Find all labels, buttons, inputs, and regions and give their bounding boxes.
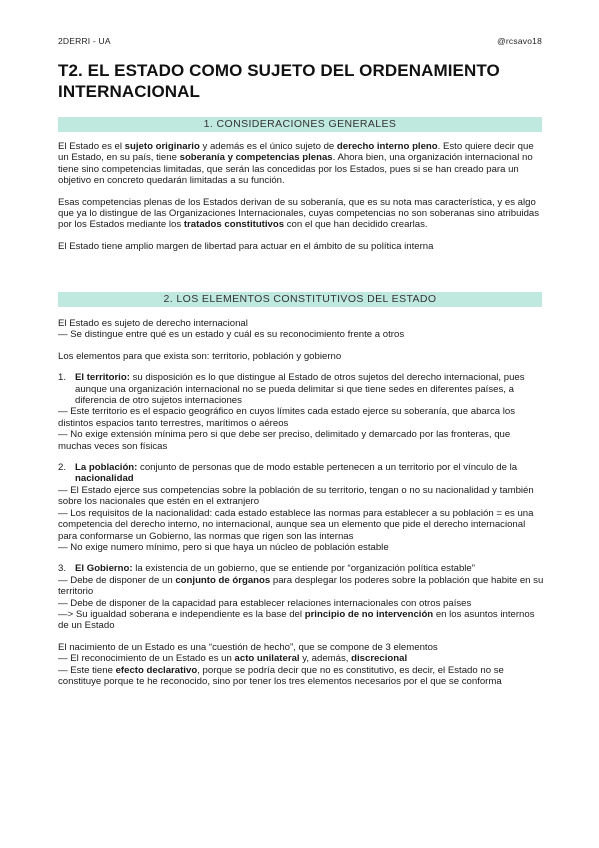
paragraph: El nacimiento de un Estado es una “cuestión de hecho”, que se compone de 3 elementos (58, 641, 438, 653)
list-item: 3. El Gobierno: la existencia de un gobierno, que se entiende por “organización política estable” (58, 563, 475, 575)
paragraph: El Estado tiene amplio margen de libertad para actuar en el ámbito de su política interna (58, 240, 434, 252)
section-2-body (58, 318, 544, 687)
paragraph: Esas competencias plenas de los Estados derivan de su soberanía, que es su nota mas característica, y es algo que ya lo distingue de las Organizaciones Internacionales, cuyas competencias no son soberanas sino atribuidas por los Estados mediante los tratados constitutivos con el que han decidido crearlas. (58, 196, 540, 231)
bullet-line: — El reconocimiento de un Estado es un acto unilateral y, además, discrecional (58, 653, 408, 665)
bullet-line: — Este tiene efecto declarativo, porque se podría decir que no es constitutivo, es decir, el Estado no se constituye porque te he reconocido, sino por tener los tres elementos necesarios por el que se conforma (58, 664, 504, 687)
section-heading-2: 2. LOS ELEMENTOS CONSTITUTIVOS DEL ESTADO (58, 292, 542, 307)
bullet-line: — No exige numero mínimo, pero si que haya un núcleo de población estable (58, 541, 389, 553)
header-author: @rcsavo18 (497, 36, 542, 46)
bullet-line: — No exige extensión mínima pero si que debe ser preciso, delimitado y demarcado por las fronteras, que muchas veces son físicas (58, 429, 511, 452)
bullet-line: — Debe de disponer de un conjunto de órganos para desplegar los poderes sobre la población que habite en su territorio (58, 574, 544, 598)
list-item: 2. La población: conjunto de personas que de modo estable pertenecen a un territorio por el vínculo de la nacionalidad (58, 462, 518, 485)
paragraph: — Se distingue entre qué es un estado y cuál es su reconocimiento frente a otros (58, 329, 405, 341)
bullet-line: — Debe de disponer de la capacidad para establecer relaciones internacionales con otros países (58, 597, 472, 609)
section-heading-1: 1. CONSIDERACIONES GENERALES (58, 117, 542, 132)
list-item: 1. El territorio: su disposición es lo que distingue al Estado de otros sujetos del derecho internacional, pues aunque una organización internacional no se pueda delimitar si que tiene sedes en diferentes países, a diferencia de otro sujetos internaciones (58, 372, 525, 407)
section-1-body (58, 141, 544, 252)
paragraph: El Estado es sujeto de derecho internacional (58, 318, 248, 329)
bullet-line: — El Estado ejerce sus competencias sobre la población de su territorio, tengan o no su nacionalidad y también sobre los nacionales que estén en el extranjero (58, 484, 534, 508)
paragraph: El Estado es el sujeto originario y además es el único sujeto de derecho interno pleno. Esto quiere decir que un Estado, en su país, tiene soberanía y competencias plenas. Ahora bien, una organización internacional no tiene sino competencias limitadas, que serán las concedidas por los Estados, pues si se han creado para un objetivo en concreto quedarán limitadas a su función. (58, 141, 534, 187)
bullet-line: — Este territorio es el espacio geográfico en cuyos límites cada estado ejerce su soberanía, que abarca los distintos espacios tanto terrestres, marítimos o aéreos (58, 406, 516, 429)
page-title: T2. EL ESTADO COMO SUJETO DEL ORDENAMIENTO INTERNACIONAL (58, 61, 500, 101)
paragraph: Los elementos para que exista son: territorio, población y gobierno (58, 350, 342, 362)
bullet-line: —> Su igualdad soberana e independiente es la base del principio de no intervención en los asuntos internos de un Estado (58, 608, 535, 632)
bullet-line: — Los requisitos de la nacionalidad: cada estado establece las normas para establecer a su población = es una competencia del derecho interno, no internacional, aunque sea un elemento que pide el derecho internacional para conformarse un Gobierno, las normas que rigen son las internas (58, 507, 534, 542)
header-course: 2DERRI - UA (58, 36, 111, 46)
